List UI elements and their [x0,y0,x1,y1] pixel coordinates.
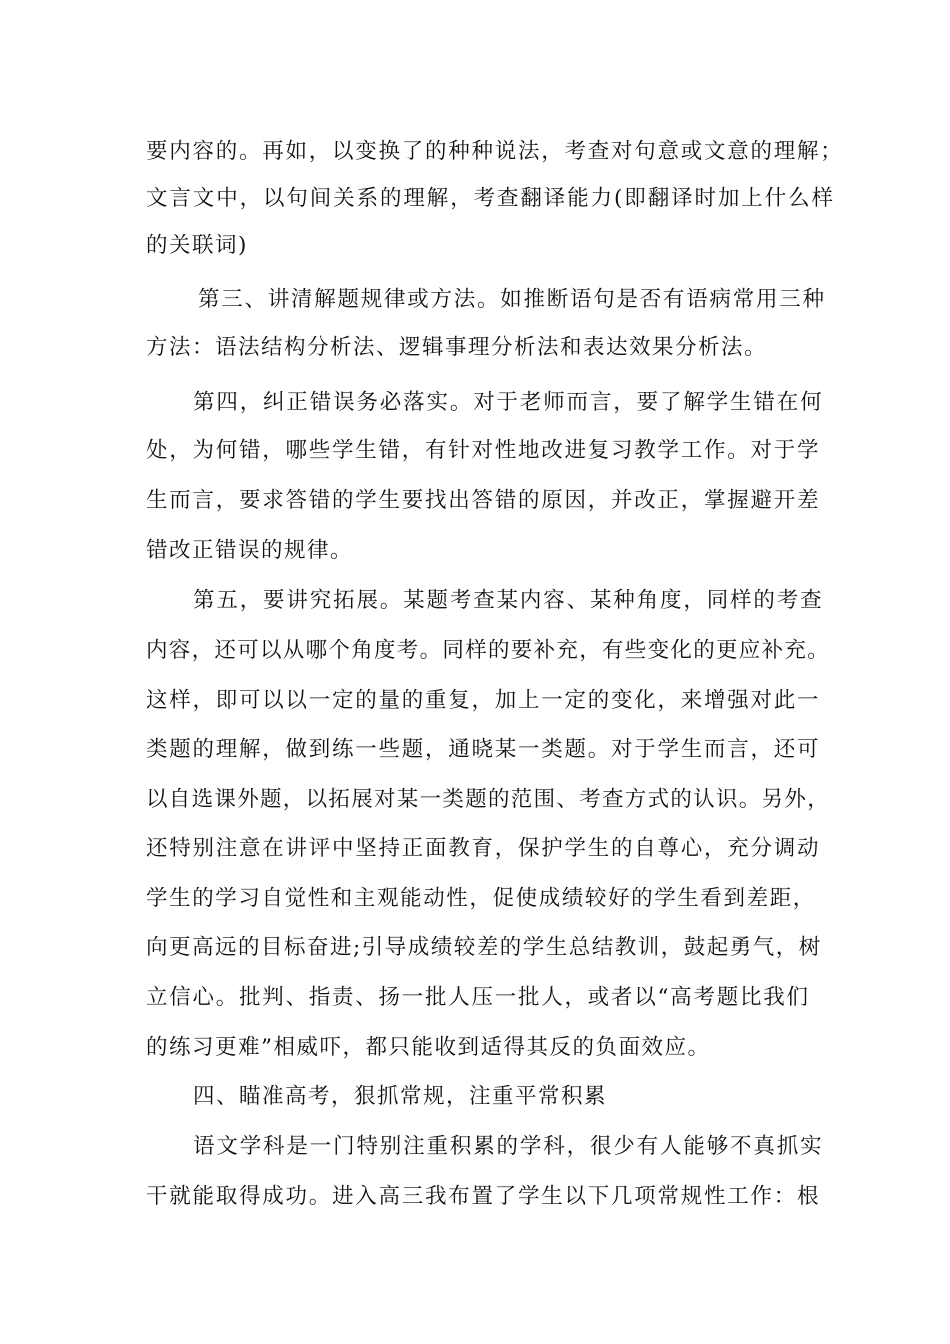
text-line: 第三、讲清解题规律或方法。如推断语句是否有语病常用三种 [198,287,826,312]
text-line: 错改正错误的规律。 [146,538,354,563]
text-line: 内容，还可以从哪个角度考。同样的要补充，有些变化的更应补充。 [146,638,831,663]
text-line: 要内容的。再如，以变换了的种种说法，考查对句意或文意的理解； [146,139,844,164]
text-line: 第五，要讲究拓展。某题考查某内容、某种角度，同样的考查 [193,588,824,613]
text-line: 方法：语法结构分析法、逻辑事理分析法和表达效果分析法。 [146,335,768,360]
text-line: 向更高远的目标奋进;引导成绩较差的学生总结教训，鼓起勇气，树 [146,935,822,960]
text-line: 以自选课外题，以拓展对某一类题的范围、考查方式的认识。另外， [146,787,831,812]
text-line: 生而言，要求答错的学生要找出答错的原因，并改正，掌握避开差 [146,488,821,513]
text-line: 语文学科是一门特别注重积累的学科，很少有人能够不真抓实 [193,1134,824,1159]
text-line: 学生的学习自觉性和主观能动性，促使成绩较好的学生看到差距， [146,886,816,911]
text-line: 的练习更难”相威吓，都只能收到适得其反的负面效应。 [146,1035,711,1060]
text-line: 第四，纠正错误务必落实。对于老师而言，要了解学生错在何 [193,390,824,415]
text-line: 类题的理解，做到练一些题，通晓某一类题。对于学生而言，还可 [146,737,821,762]
text-line: 还特别注意在讲评中坚持正面教育，保护学生的自尊心，充分调动 [146,836,821,861]
text-line: 的关联词) [146,233,248,258]
text-line: 处，为何错，哪些学生错，有针对性地改进复习教学工作。对于学 [146,438,821,463]
text-line: 干就能取得成功。进入高三我布置了学生以下几项常规性工作：根 [146,1184,821,1209]
text-line: 文言文中，以句间关系的理解，考查翻译能力(即翻译时加上什么样 [146,186,835,211]
text-line: 这样，即可以以一定的量的重复，加上一定的变化，来增强对此一 [146,688,821,713]
section-heading-text: 四、瞄准高考，狠抓常规，注重平常积累 [193,1084,608,1109]
text-line: 立信心。批判、指责、扬一批人压一批人，或者以“高考题比我们 [146,985,810,1010]
